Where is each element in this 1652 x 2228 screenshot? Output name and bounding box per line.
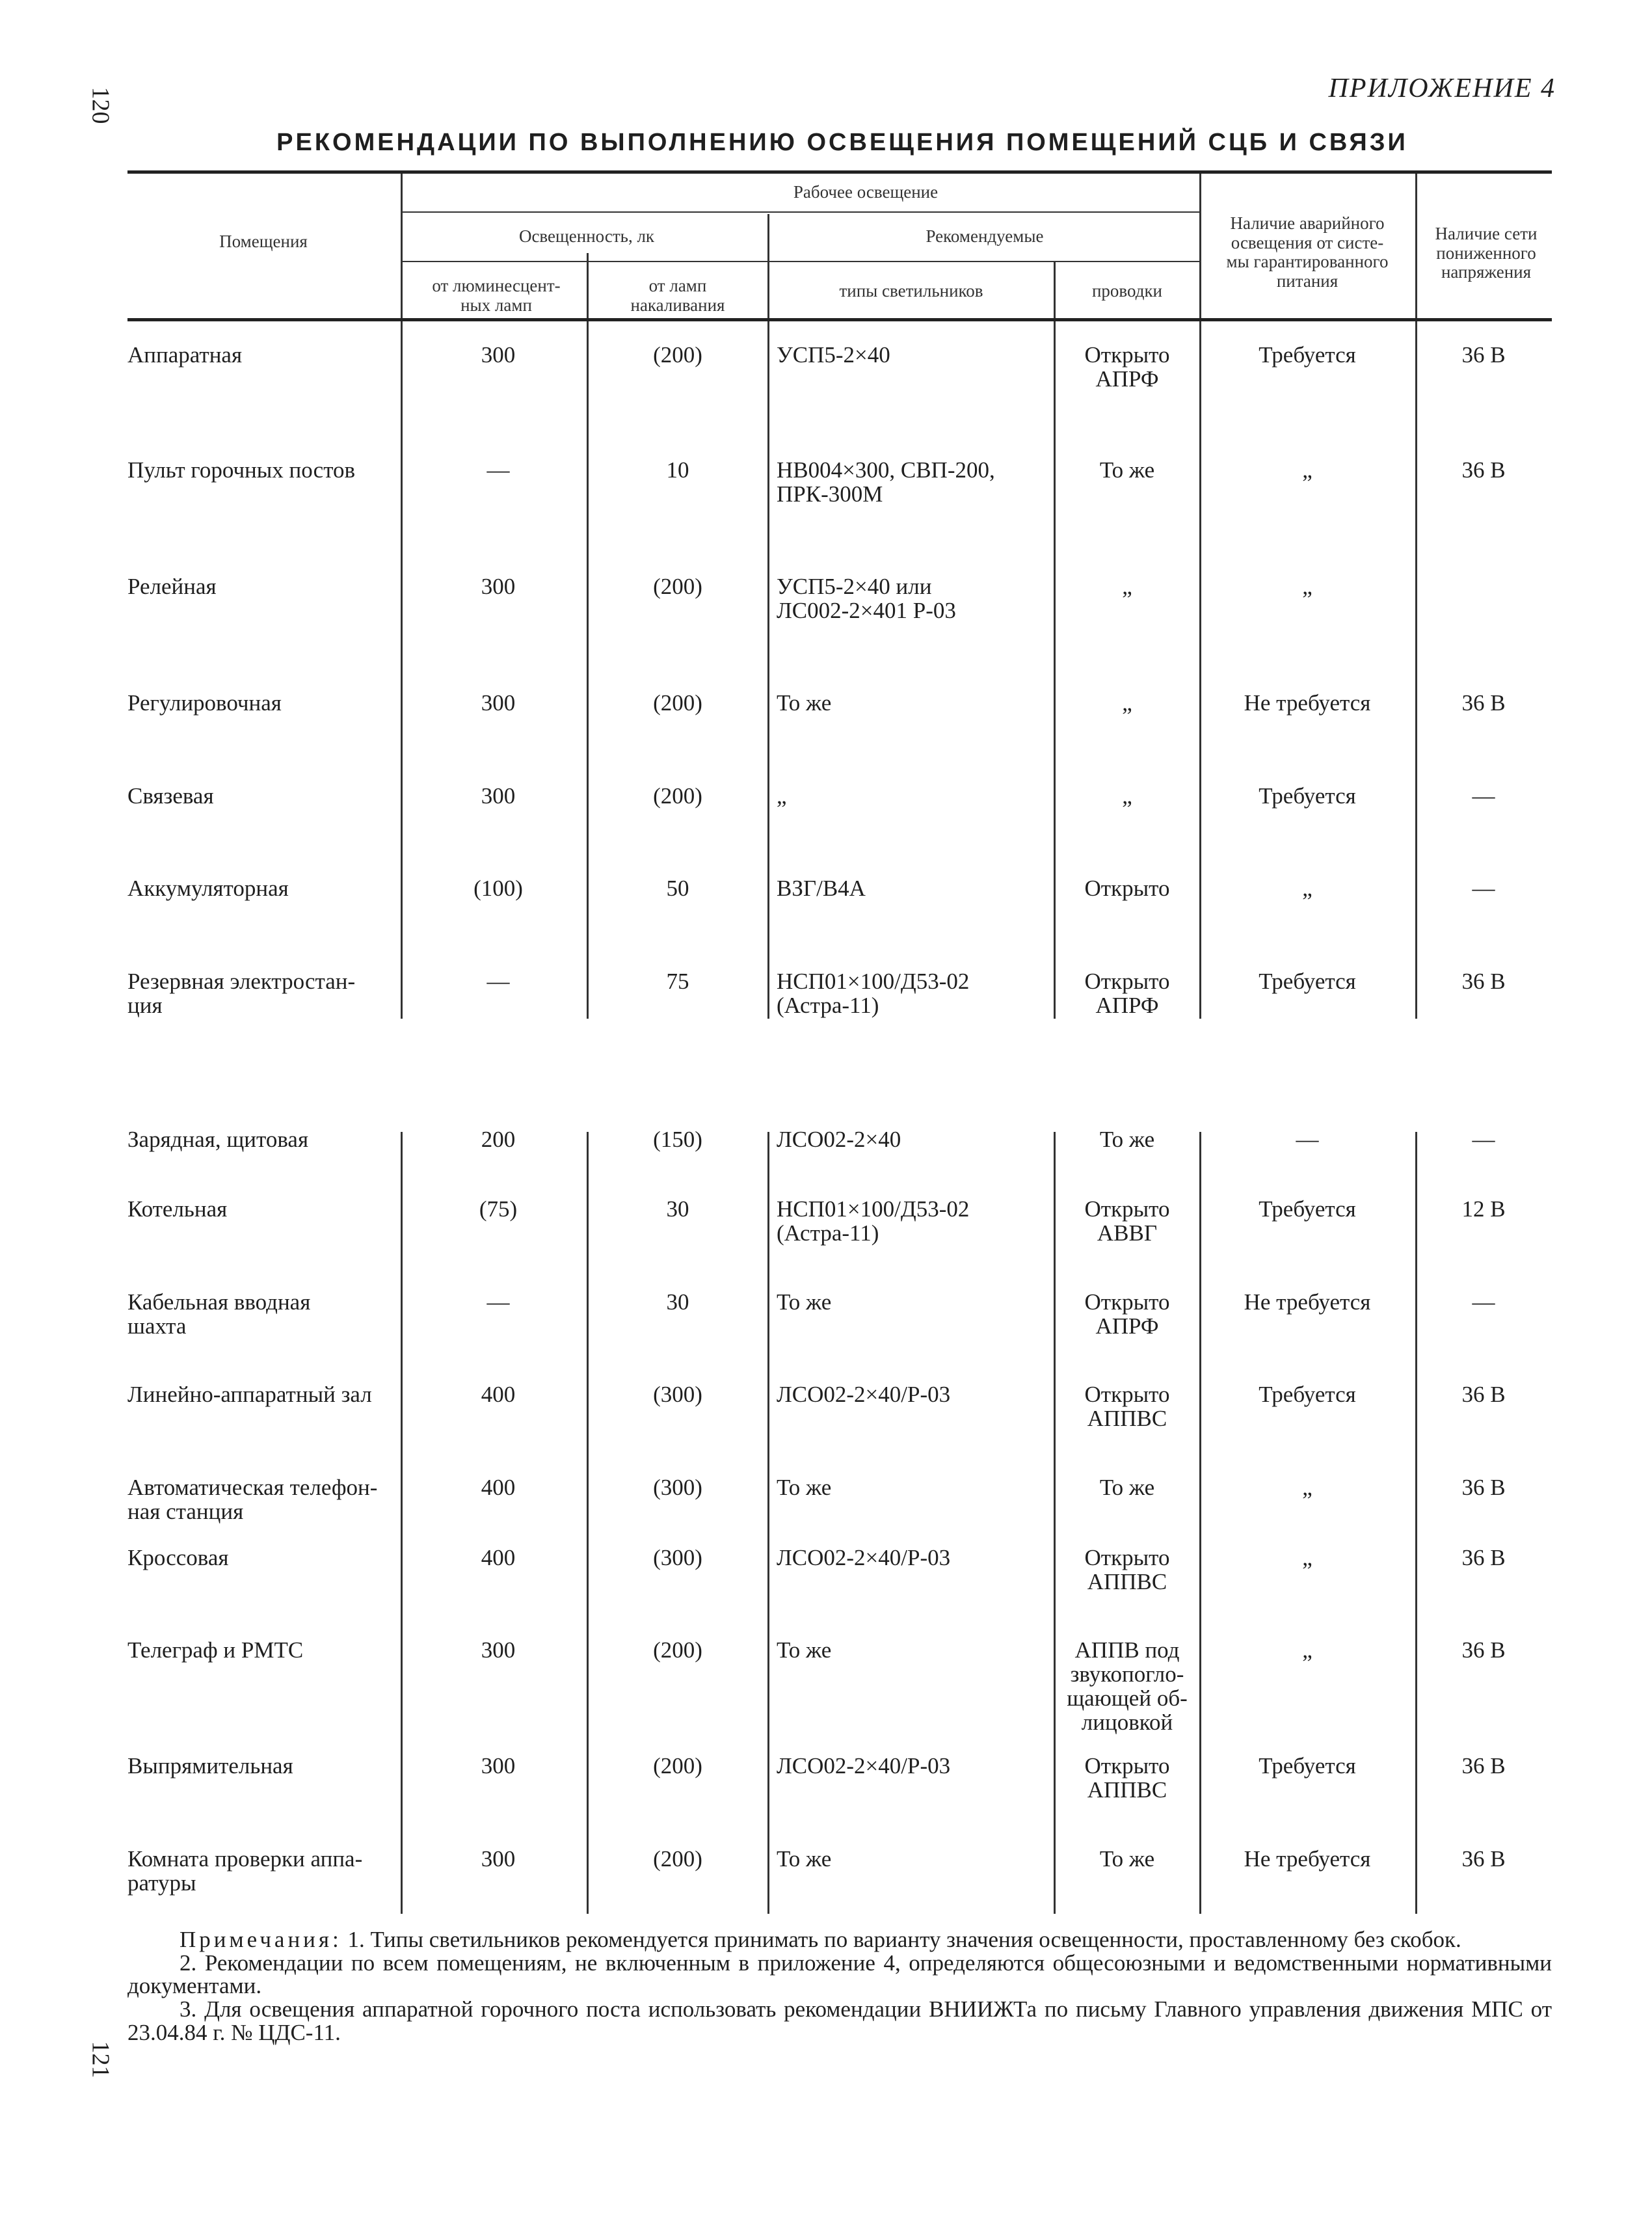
table-cell-luminaire-type: „	[777, 783, 787, 809]
appendix-label: ПРИЛОЖЕНИЕ 4	[1328, 74, 1556, 103]
table-cell-emergency: Требуется	[1259, 1382, 1356, 1407]
table-cell-room: Резервная электростан- ция	[127, 969, 356, 1019]
header-divider	[1054, 262, 1056, 318]
table-cell-room: Кроссовая	[127, 1545, 229, 1570]
table-cell-fluorescent: —	[486, 969, 510, 994]
table-cell-incandescent: 50	[666, 876, 689, 901]
table-cell-luminaire-type: УСП5-2×40 или ЛС002-2×401 Р-03	[777, 574, 956, 624]
table-cell-emergency: „	[1302, 1637, 1312, 1663]
page-title: РЕКОМЕНДАЦИИ ПО ВЫПОЛНЕНИЮ ОСВЕЩЕНИЯ ПОМЕЩЕНИЙ СЦБ И СВЯЗИ	[276, 129, 1408, 156]
table-cell-incandescent: (200)	[653, 574, 702, 599]
table-cell-fluorescent: 300	[481, 1846, 516, 1872]
table-cell-low-voltage: —	[1472, 1127, 1495, 1152]
table-cell-wiring: Открыто АПРФ	[1084, 969, 1170, 1019]
left-page-number: 120	[87, 87, 114, 124]
table-cell-low-voltage: —	[1472, 783, 1495, 809]
table-cell-wiring: То же	[1099, 457, 1155, 483]
table-cell-wiring: „	[1122, 690, 1132, 716]
table-cell-luminaire-type: ЛСО02-2×40	[777, 1127, 901, 1152]
header-emergency: Наличие аварийного освещения от систе- мы гарантированного питания	[1226, 213, 1389, 291]
table-cell-room: Комната проверки аппа- ратуры	[127, 1846, 363, 1896]
header-divider	[1199, 174, 1201, 318]
column-line	[767, 321, 769, 1019]
table-cell-fluorescent: 300	[481, 342, 516, 368]
table-cell-fluorescent: 400	[481, 1545, 516, 1570]
column-line	[1054, 321, 1056, 1019]
table-cell-wiring: „	[1122, 574, 1132, 599]
header-rule	[401, 211, 1199, 213]
table-cell-low-voltage: 36 В	[1461, 342, 1506, 368]
table-cell-room: Выпрямительная	[127, 1753, 293, 1778]
table-cell-luminaire-type: ЛСО02-2×40/Р-03	[777, 1382, 951, 1407]
header-divider	[1415, 174, 1417, 318]
notes-label: Примечания:	[180, 1927, 342, 1952]
table-cell-emergency: Требуется	[1259, 342, 1356, 368]
table-cell-emergency: Не требуется	[1244, 1289, 1371, 1315]
table-cell-wiring: АППВ под звукопогло- щающей об- лицовкой	[1067, 1637, 1188, 1736]
header-incandescent: от ламп накаливания	[630, 276, 725, 315]
table-cell-low-voltage: 36 В	[1461, 457, 1506, 483]
table-cell-luminaire-type: То же	[777, 1289, 832, 1315]
table-cell-wiring: Открыто	[1084, 876, 1170, 901]
table-cell-room: Котельная	[127, 1196, 228, 1222]
table-cell-emergency: Требуется	[1259, 1196, 1356, 1222]
table-cell-luminaire-type: НСП01×100/Д53-02 (Астра-11)	[777, 969, 970, 1019]
table-cell-room: Телеграф и РМТС	[127, 1637, 304, 1663]
table-cell-luminaire-type: То же	[777, 1846, 832, 1872]
table-cell-emergency: Требуется	[1259, 1753, 1356, 1778]
column-line	[767, 1132, 769, 1914]
header-low-voltage: Наличие сети пониженного напряжения	[1435, 224, 1538, 282]
table-cell-incandescent: (300)	[653, 1382, 702, 1407]
notes	[127, 1928, 1552, 2044]
table-cell-low-voltage: 12 В	[1461, 1196, 1506, 1222]
table-cell-incandescent: 30	[666, 1196, 689, 1222]
table-cell-wiring: Открыто АПРФ	[1084, 342, 1170, 392]
table-cell-incandescent: (200)	[653, 1753, 702, 1778]
table-cell-low-voltage: 36 В	[1461, 1637, 1506, 1663]
table-cell-wiring: Открыто АППВС	[1084, 1545, 1170, 1595]
table-cell-fluorescent: 300	[481, 574, 516, 599]
column-line	[1415, 1132, 1417, 1914]
table-cell-fluorescent: 300	[481, 783, 516, 809]
column-line	[401, 321, 403, 1019]
column-line	[1199, 321, 1201, 1019]
table-cell-luminaire-type: То же	[777, 1637, 832, 1663]
table-cell-emergency: Не требуется	[1244, 1846, 1371, 1872]
table-cell-fluorescent: —	[486, 457, 510, 483]
table-cell-emergency: „	[1302, 1545, 1312, 1570]
column-line	[401, 1132, 403, 1914]
table-cell-low-voltage: —	[1472, 1289, 1495, 1315]
table-cell-luminaire-type: ЛСО02-2×40/Р-03	[777, 1545, 951, 1570]
table-cell-fluorescent: 400	[481, 1475, 516, 1500]
table-cell-low-voltage: 36 В	[1461, 1545, 1506, 1570]
table-cell-luminaire-type: НВ004×300, СВП-200, ПРК-300М	[777, 457, 995, 507]
table-cell-luminaire-type: То же	[777, 1475, 832, 1500]
column-line	[1199, 1132, 1201, 1914]
table-cell-incandescent: (200)	[653, 1637, 702, 1663]
table-cell-wiring: Открыто АППВС	[1084, 1753, 1170, 1803]
table-cell-fluorescent: 300	[481, 1753, 516, 1778]
header-luminaire-types: типы светильников	[839, 281, 983, 301]
table-cell-emergency: Не требуется	[1244, 690, 1371, 716]
table-cell-room: Релейная	[127, 574, 217, 599]
table-cell-room: Пульт горочных постов	[127, 457, 356, 483]
table-cell-fluorescent: —	[486, 1289, 510, 1315]
table-cell-wiring: „	[1122, 783, 1132, 809]
header-working-lighting: Рабочее освещение	[793, 182, 939, 202]
table-cell-emergency: „	[1302, 876, 1312, 901]
table-cell-room: Линейно-аппаратный зал	[127, 1382, 372, 1407]
table-cell-incandescent: (300)	[653, 1545, 702, 1570]
table-cell-room: Зарядная, щитовая	[127, 1127, 309, 1152]
table-cell-wiring: То же	[1099, 1475, 1155, 1500]
header-illuminance: Освещенность, лк	[518, 226, 655, 246]
table-cell-low-voltage: —	[1472, 876, 1495, 901]
table-cell-fluorescent: (100)	[473, 876, 523, 901]
table-cell-room: Регулировочная	[127, 690, 282, 716]
table-cell-low-voltage: 36 В	[1461, 1382, 1506, 1407]
table-cell-fluorescent: (75)	[479, 1196, 518, 1222]
table-cell-incandescent: (200)	[653, 783, 702, 809]
table-cell-luminaire-type: То же	[777, 690, 832, 716]
table-header	[127, 170, 1552, 321]
table-cell-room: Автоматическая телефон- ная станция	[127, 1475, 378, 1525]
table-cell-fluorescent: 300	[481, 690, 516, 716]
column-line	[1415, 321, 1417, 1019]
table-cell-luminaire-type: ВЗГ/В4А	[777, 876, 866, 901]
table-cell-low-voltage: 36 В	[1461, 969, 1506, 994]
table-cell-room: Кабельная вводная шахта	[127, 1289, 311, 1339]
table-cell-incandescent: 10	[666, 457, 689, 483]
header-rule	[401, 261, 1199, 262]
table-cell-emergency: „	[1302, 574, 1312, 599]
table-cell-room: Связевая	[127, 783, 214, 809]
table-cell-wiring: То же	[1099, 1127, 1155, 1152]
column-line	[587, 1132, 589, 1914]
note-1: 1. Типы светильников рекомендуется принимать по варианту значения освещенности, проставленному без скобок.	[341, 1927, 1461, 1952]
column-line	[587, 321, 589, 1019]
table-cell-fluorescent: 300	[481, 1637, 516, 1663]
header-divider	[587, 253, 589, 318]
table-cell-emergency: —	[1296, 1127, 1319, 1152]
table-cell-incandescent: (200)	[653, 342, 702, 368]
table-cell-room: Аппаратная	[127, 342, 243, 368]
header-rooms: Помещения	[219, 232, 308, 251]
table-cell-incandescent: (200)	[653, 690, 702, 716]
table-cell-luminaire-type: НСП01×100/Д53-02 (Астра-11)	[777, 1196, 970, 1246]
table-cell-incandescent: (300)	[653, 1475, 702, 1500]
table-cell-emergency: „	[1302, 457, 1312, 483]
table-cell-incandescent: (200)	[653, 1846, 702, 1872]
table-cell-low-voltage: 36 В	[1461, 1753, 1506, 1778]
note-3: 3. Для освещения аппаратной горочного поста использовать рекомендации ВНИИЖТа по письму Главного управления движения МПС от 23.04.84 г. № ЦДС-11.	[127, 1996, 1552, 2045]
header-divider	[401, 174, 403, 318]
header-divider	[767, 214, 769, 318]
table-cell-wiring: Открыто АППВС	[1084, 1382, 1170, 1432]
table-cell-low-voltage: 36 В	[1461, 1846, 1506, 1872]
table-cell-luminaire-type: УСП5-2×40	[777, 342, 890, 368]
table-cell-incandescent: 75	[666, 969, 689, 994]
table-cell-incandescent: 30	[666, 1289, 689, 1315]
table-cell-low-voltage: 36 В	[1461, 1475, 1506, 1500]
right-page-number: 121	[87, 2041, 114, 2078]
table-cell-emergency: „	[1302, 1475, 1312, 1500]
table-cell-low-voltage: 36 В	[1461, 690, 1506, 716]
table-cell-fluorescent: 400	[481, 1382, 516, 1407]
table-cell-incandescent: (150)	[653, 1127, 702, 1152]
table-cell-wiring: То же	[1099, 1846, 1155, 1872]
table-cell-room: Аккумуляторная	[127, 876, 289, 901]
header-recommended: Рекомендуемые	[926, 226, 1044, 246]
table-cell-emergency: Требуется	[1259, 783, 1356, 809]
table-cell-wiring: Открыто АПРФ	[1084, 1289, 1170, 1339]
table-cell-fluorescent: 200	[481, 1127, 516, 1152]
table-cell-wiring: Открыто АВВГ	[1084, 1196, 1170, 1246]
header-wiring: проводки	[1091, 281, 1163, 301]
table-cell-emergency: Требуется	[1259, 969, 1356, 994]
header-fluorescent: от люминесцент- ных ламп	[432, 276, 561, 315]
note-2: 2. Рекомендации по всем помещениям, не включенным в приложение 4, определяются общесоюзными и ведомственными нормативными документами.	[127, 1950, 1552, 1999]
table-cell-luminaire-type: ЛСО02-2×40/Р-03	[777, 1753, 951, 1778]
